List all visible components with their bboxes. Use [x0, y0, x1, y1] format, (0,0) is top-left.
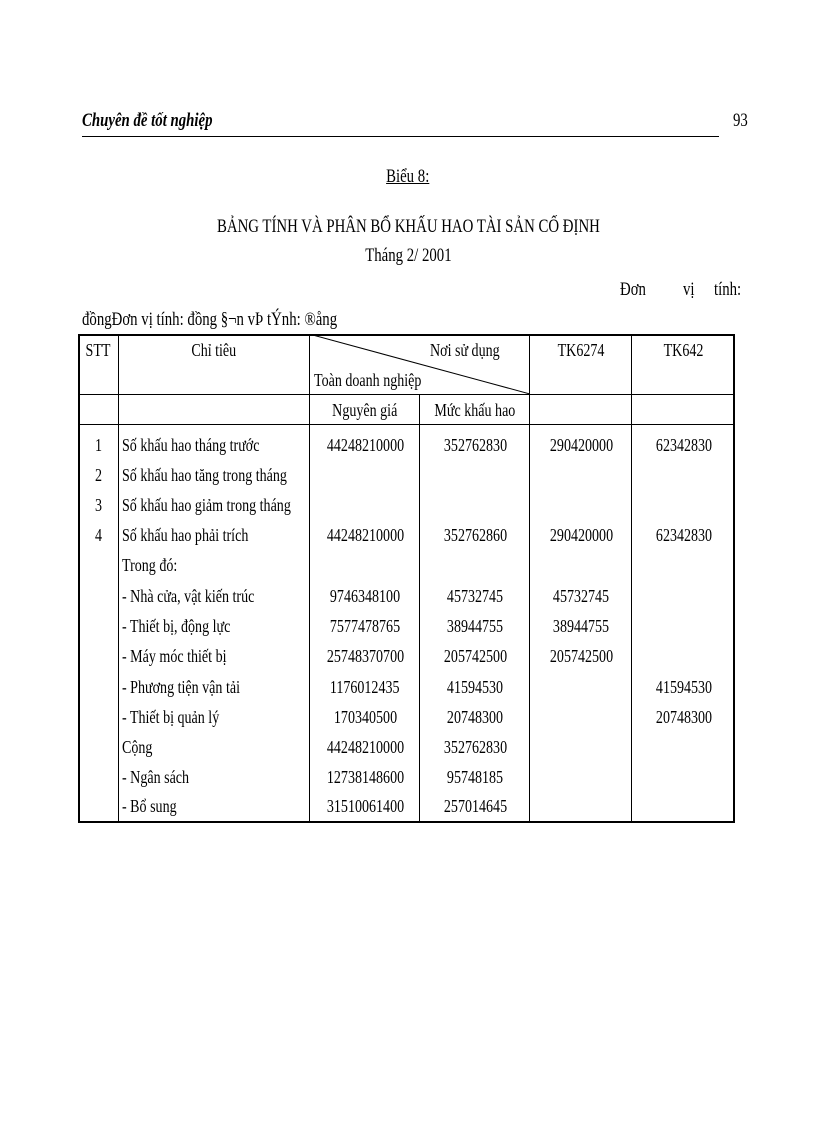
- header-rule: [82, 136, 719, 137]
- document-title: BẢNG TÍNH VÀ PHÂN BỔ KHẤU HAO TÀI SẢN CỐ ĐỊNH: [216, 216, 600, 237]
- table-border-right: [733, 334, 735, 823]
- depreciation-table: STT Chỉ tiêu Nơi sử dụng Toàn doanh nghiệp TK6274 TK642 Nguyên giá Mức khấu hao 1 Số khấu hao tháng trước 44248210000 352762830 290420000 62342830 2 Số khấu hao tăng trong tháng 3 Số khấu hao giảm trong tháng 4 Số khấu hao phải trích 44248210000 352762860 290420000 62342830 Trong đó: - Nhà cửa, vật kiến trúc 9746348100 45732745 45732745 - Thiết bị, động lực 7577478765 38944755 38944755 - Máy móc thiết bị 25748370700 205742500 205742500 - Phương tiện vận tải 1176012435 41594530 41594530 - Thiết bị quản lý 170340500 20748300 20748300 Cộng 44248210000 352762830 - Ngân sách 12738148600 95748185 - Bổ sung 31510061400 257014645: [78, 334, 735, 823]
- unit-label-line2: đồngĐơn vị tính: đồng §¬n vÞ tÝnh: ®ång: [82, 309, 338, 330]
- page-number: 93: [733, 110, 748, 131]
- header-nguyen-gia: Nguyên giá: [332, 400, 398, 420]
- table-border-bottom: [78, 821, 735, 823]
- table-border-left: [78, 334, 80, 823]
- header-toan-doanh-nghiep: Toàn doanh nghiệp: [314, 370, 422, 390]
- header-tk6274: TK6274: [557, 340, 605, 360]
- header-stt: STT: [85, 340, 111, 360]
- header-tk642: TK642: [663, 340, 704, 360]
- header-chi-tieu: Chỉ tiêu: [191, 340, 237, 360]
- table-caption: Biểu 8:: [386, 166, 430, 187]
- col-divider-stt: [118, 334, 119, 823]
- col-divider-tk6274: [631, 334, 632, 823]
- header-noi-su-dung: Nơi sử dụng: [430, 340, 500, 360]
- header-muc-khau-hao: Mức khấu hao: [434, 400, 516, 420]
- running-header: Chuyên đề tốt nghiệp: [82, 110, 213, 131]
- document-subtitle: Tháng 2/ 2001: [364, 245, 452, 266]
